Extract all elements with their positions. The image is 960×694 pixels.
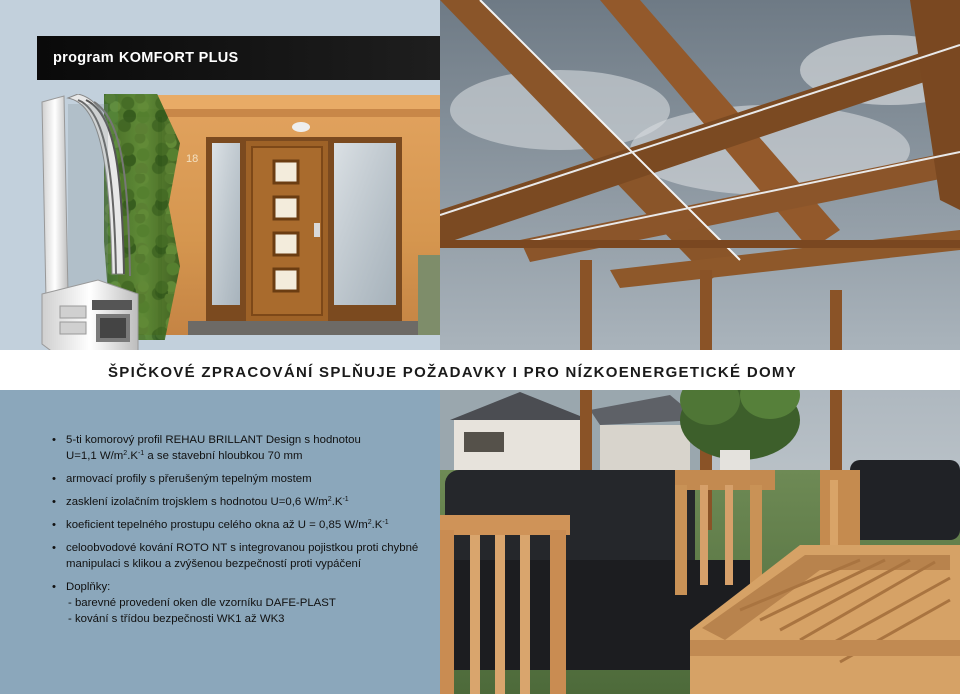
list-item — [52, 471, 440, 487]
feature-list — [52, 432, 440, 634]
superscript: 2 — [327, 496, 332, 503]
feature-subitem: - barevné provedení oken dle vzorníku DAFE-PLAST — [68, 597, 336, 609]
list-item — [52, 540, 440, 572]
window-profile-cross-section — [38, 94, 148, 356]
conservatory-illustration — [440, 0, 960, 694]
feature-text: U=1,1 W/m — [66, 450, 124, 462]
feature-text: .K — [127, 450, 138, 462]
superscript: -1 — [137, 450, 145, 457]
list-item — [52, 432, 440, 464]
section-heading: ŠPIČKOVÉ ZPRACOVÁNÍ SPLŇUJE POŽADAVKY I PRO NÍZKOENERGETICKÉ DOMY — [108, 364, 798, 381]
bullet-icon: • — [52, 519, 56, 531]
feature-text: manipulaci s klikou a zvýšenou bezpečností proti vypáčení — [66, 558, 362, 570]
feature-title: Doplňky: — [66, 581, 111, 593]
bullet-icon: • — [52, 581, 56, 593]
list-item — [52, 517, 440, 533]
superscript: 2 — [367, 519, 372, 526]
bullet-icon: • — [52, 542, 56, 554]
pvc-profile-illustration — [38, 94, 148, 356]
feature-text: a se stavební hloubkou 70 mm — [144, 450, 303, 462]
program-label: program — [53, 50, 114, 66]
series-name: KOMFORT PLUS — [118, 50, 239, 66]
program-title-bar — [37, 36, 440, 80]
feature-text: .K — [331, 496, 343, 508]
sunroom-photo — [440, 0, 960, 694]
bullet-icon: • — [52, 496, 56, 508]
superscript: -1 — [342, 496, 349, 503]
bullet-icon: • — [52, 434, 56, 446]
feature-text: .K — [371, 519, 383, 531]
list-item — [52, 579, 440, 627]
list-item — [52, 494, 440, 510]
feature-text: armovací profily s přerušeným tepelným mostem — [66, 473, 312, 485]
feature-text: koeficient tepelného prostupu celého okna až U = 0,85 W/m — [66, 519, 368, 531]
house-number: 18 — [186, 153, 199, 165]
feature-subitem: - kování s třídou bezpečnosti WK1 až WK3 — [68, 613, 285, 625]
bullet-icon: • — [52, 473, 56, 485]
superscript: 2 — [123, 450, 128, 457]
feature-text: zasklení izolačním trojsklem s hodnotou U=0,6 W/m — [66, 496, 328, 508]
superscript: -1 — [382, 519, 389, 526]
feature-text: 5-ti komorový profil REHAU BRILLANT Design s hodnotou — [66, 434, 361, 446]
feature-text: celoobvodové kování ROTO NT s integrovanou pojistkou proti chybné — [66, 542, 419, 554]
